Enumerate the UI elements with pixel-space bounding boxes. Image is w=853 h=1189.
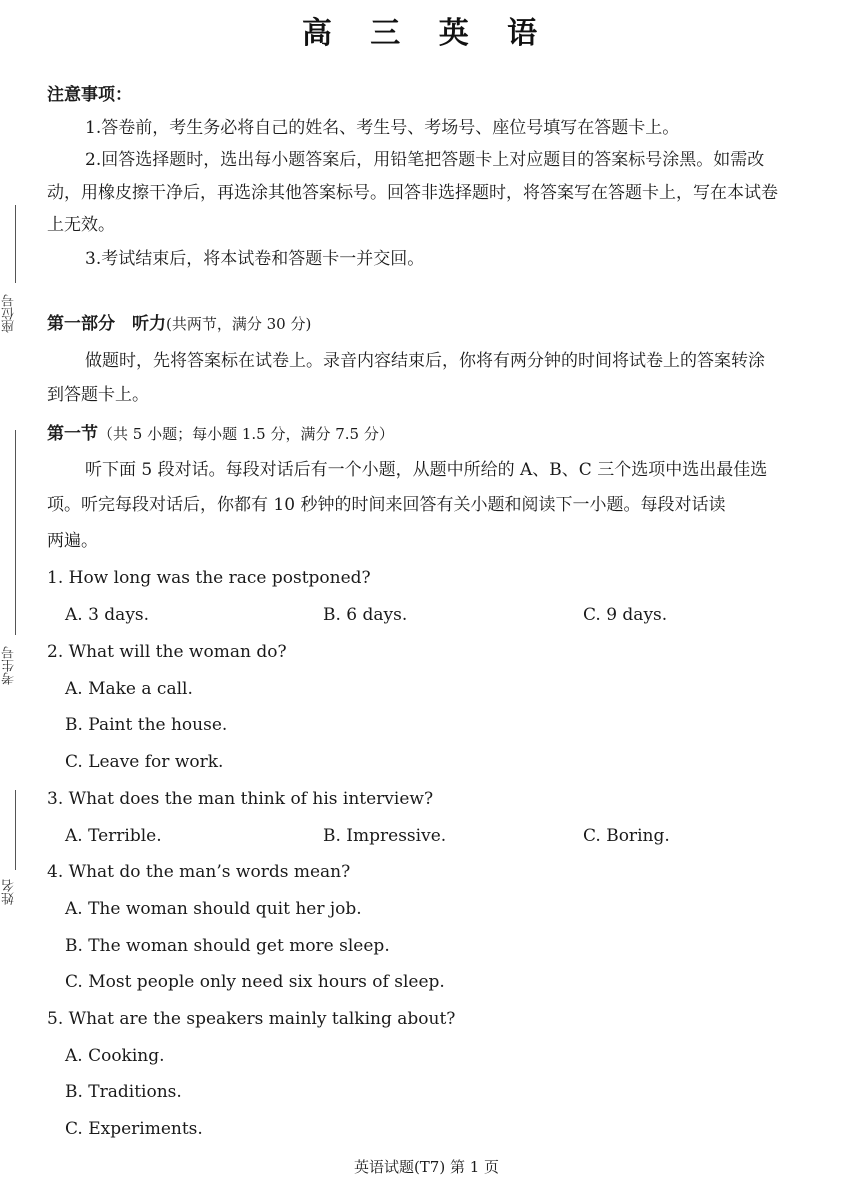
notice-heading: 注意事项： <box>47 85 132 105</box>
question-3-option-c: C. Boring. <box>583 826 670 846</box>
part1-intro-line-1: 做题时，先将答案标在试卷上。录音内容结束后，你将有两分钟的时间将试卷上的答案转涂 <box>85 351 765 371</box>
part1-heading-note: (共两节，满分 30 分) <box>166 315 312 333</box>
question-1-option-a: A. 3 days. <box>65 605 150 625</box>
question-4-option-b: B. The woman should get more sleep. <box>65 936 390 956</box>
question-2-option-a: A. Make a call. <box>65 679 193 699</box>
question-1-option-c: C. 9 days. <box>583 605 668 625</box>
part1-intro-line-2: 到答题卡上。 <box>47 385 149 405</box>
name-label: 姓名 <box>2 879 17 905</box>
question-5-option-a: A. Cooking. <box>65 1046 165 1066</box>
question-4-option-c: C. Most people only need six hours of sleep. <box>65 972 445 992</box>
binding-line-name <box>15 790 16 870</box>
section1-heading-row <box>47 424 394 444</box>
exam-number-label: 考生号 <box>2 646 17 686</box>
section1-heading-note: （共 5 小题；每小题 1.5 分，满分 7.5 分） <box>98 425 394 443</box>
part1-heading-row <box>47 314 311 334</box>
part1-heading: 第一部分 听力 <box>47 314 166 334</box>
notice-item-1: 1.答卷前，考生务必将自己的姓名、考生号、考场号、座位号填写在答题卡上。 <box>85 118 680 138</box>
question-2-option-b: B. Paint the house. <box>65 715 228 735</box>
question-4-option-a: A. The woman should quit her job. <box>65 899 362 919</box>
section1-intro-line-1: 听下面 5 段对话。每段对话后有一个小题，从题中所给的 A、B、C 三个选项中选出最佳选 <box>85 460 768 480</box>
binding-line-exam-no <box>15 430 16 635</box>
binding-line-seat <box>15 205 16 283</box>
question-4-stem: 4. What do the man’s words mean? <box>47 862 351 882</box>
question-3-option-a: A. Terrible. <box>65 826 162 846</box>
question-1-option-b: B. 6 days. <box>323 605 408 625</box>
page-footer: 英语试题(T7) 第 1 页 <box>353 1158 500 1176</box>
question-2-option-c: C. Leave for work. <box>65 752 224 772</box>
question-1-stem: 1. How long was the race postponed? <box>47 568 371 588</box>
question-3-option-b: B. Impressive. <box>323 826 447 846</box>
question-5-stem: 5. What are the speakers mainly talking about? <box>47 1009 456 1029</box>
notice-item-2-line-1: 2.回答选择题时，选出每小题答案后，用铅笔把答题卡上对应题目的答案标号涂黑。如需改 <box>85 150 765 170</box>
question-2-stem: 2. What will the woman do? <box>47 642 287 662</box>
notice-item-3: 3.考试结束后，将本试卷和答题卡一并交回。 <box>85 249 425 269</box>
question-5-option-c: C. Experiments. <box>65 1119 203 1139</box>
notice-item-2-line-2: 动，用橡皮擦干净后，再选涂其他答案标号。回答非选择题时，将答案写在答题卡上，写在本试卷 <box>47 183 778 203</box>
page-title: 高 三 英 语 <box>301 16 552 51</box>
section1-intro-line-2: 项。听完每段对话后，你都有 10 秒钟的时间来回答有关小题和阅读下一小题。每段对话读 <box>47 495 726 515</box>
seat-number-label: 座位号 <box>2 294 17 334</box>
section1-intro-line-3: 两遍。 <box>47 531 98 551</box>
section1-heading: 第一节 <box>47 424 98 444</box>
notice-item-2-line-3: 上无效。 <box>47 215 115 235</box>
question-3-stem: 3. What does the man think of his interview? <box>47 789 434 809</box>
question-5-option-b: B. Traditions. <box>65 1082 182 1102</box>
